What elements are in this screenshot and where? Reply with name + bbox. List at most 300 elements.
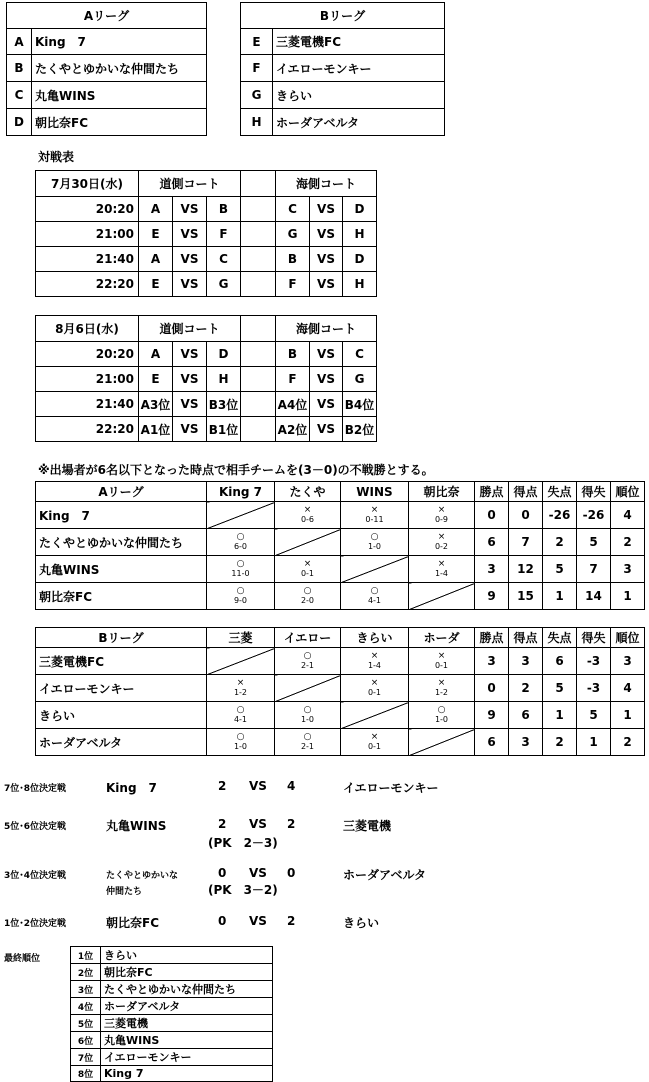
match-time: 21:00 [36, 367, 139, 392]
playoff-team-2: イエローモンキー [343, 781, 439, 795]
result-mark: × [303, 505, 312, 515]
team-name: ホーダアベルタ [273, 109, 445, 136]
final-standings-table [70, 946, 273, 1082]
team-name: きらい [36, 702, 207, 729]
result-cell [341, 729, 409, 756]
final-team: 朝比奈FC [101, 964, 273, 981]
vs-label: VS [173, 367, 207, 392]
playoff-pk: (PK 3－2) [208, 883, 278, 897]
result-cell [207, 529, 275, 556]
stat-points: 9 [475, 583, 509, 610]
match-team: C [207, 247, 241, 272]
result-mark: ○ [236, 559, 245, 569]
match-time: 20:20 [36, 342, 139, 367]
final-rank: 8位 [71, 1066, 101, 1082]
match-team: B4位 [343, 392, 377, 417]
team-name: 三菱電機FC [273, 29, 445, 55]
match-team: B2位 [343, 417, 377, 442]
match-team: C [343, 342, 377, 367]
playoff-label: 3位･4位決定戦 [4, 871, 67, 881]
result-cell [409, 648, 475, 675]
stat-goal-diff: 1 [577, 729, 611, 756]
team-name: King 7 [36, 502, 207, 529]
stat-points: 0 [475, 502, 509, 529]
match-team: F [276, 272, 310, 297]
playoff-score-1: 0 [218, 914, 227, 928]
schedule-date: 8月6日(水) [36, 316, 139, 342]
team-code: D [7, 109, 32, 136]
result-cell [409, 556, 475, 583]
match-team: A4位 [276, 392, 310, 417]
result-score: 1-0 [300, 715, 315, 724]
final-team: ホーダアベルタ [101, 998, 273, 1015]
result-mark: × [437, 505, 446, 515]
stat-goals-for: 7 [509, 529, 543, 556]
vs-label: VS [173, 392, 207, 417]
result-cell [341, 529, 409, 556]
stat-rank: 4 [611, 675, 645, 702]
table-row [36, 648, 645, 675]
result-score: 1-0 [434, 715, 449, 724]
team-name: たくやとゆかいな仲間たち [36, 529, 207, 556]
result-score: 6-0 [233, 542, 248, 551]
result-score: 0-9 [434, 515, 449, 524]
table-row [71, 998, 273, 1015]
column-header: イエロー [275, 628, 341, 648]
match-team: A3位 [139, 392, 173, 417]
playoff-score-2: 0 [287, 866, 296, 880]
result-score: 2-1 [300, 661, 315, 670]
result-mark: ○ [236, 732, 245, 742]
playoff-label: 1位･2位決定戦 [4, 919, 67, 929]
column-header: King 7 [207, 482, 275, 502]
spacer-cell [241, 417, 276, 442]
result-score: 11-0 [231, 569, 250, 578]
match-team: H [207, 367, 241, 392]
league-header: Bリーグ [36, 628, 207, 648]
results-a-table [35, 481, 645, 610]
match-team: A [139, 247, 173, 272]
team-name: 丸亀WINS [36, 556, 207, 583]
result-score: 0-1 [367, 688, 382, 697]
result-mark: × [236, 678, 245, 688]
spacer-cell [241, 392, 276, 417]
final-team: イエローモンキー [101, 1049, 273, 1066]
result-cell [207, 556, 275, 583]
result-mark: ○ [303, 732, 312, 742]
team-name: きらい [273, 82, 445, 109]
table-row [71, 947, 273, 964]
result-cell [275, 648, 341, 675]
team-name: 朝比奈FC [32, 109, 207, 136]
team-code: G [241, 82, 273, 109]
match-team: B [276, 342, 310, 367]
result-cell [207, 702, 275, 729]
result-mark: ○ [303, 651, 312, 661]
playoff-score-2: 4 [287, 779, 296, 793]
playoff-score-1: 2 [218, 779, 227, 793]
column-header: 三菱 [207, 628, 275, 648]
result-cell [341, 583, 409, 610]
match-team: A1位 [139, 417, 173, 442]
stat-points: 3 [475, 648, 509, 675]
team-name: 朝比奈FC [36, 583, 207, 610]
vs-label: VS [310, 272, 343, 297]
result-mark: ○ [236, 586, 245, 596]
result-score: 4-1 [233, 715, 248, 724]
vs-label: VS [310, 342, 343, 367]
vs-label: VS [173, 222, 207, 247]
match-time: 20:20 [36, 197, 139, 222]
team-code: F [241, 55, 273, 82]
diagonal-cell [409, 583, 475, 610]
court-1-header: 道側コート [139, 171, 241, 197]
final-rank: 5位 [71, 1015, 101, 1032]
playoff-team-1: King 7 [106, 781, 157, 795]
table-row [71, 981, 273, 998]
column-header: 順位 [611, 482, 645, 502]
result-mark: ○ [303, 586, 312, 596]
final-rank: 6位 [71, 1032, 101, 1049]
vs-label: VS [249, 779, 267, 793]
final-rank: 4位 [71, 998, 101, 1015]
stat-goals-against: 5 [543, 556, 577, 583]
table-row [36, 702, 645, 729]
results-b-table [35, 627, 645, 756]
column-header: たくや [275, 482, 341, 502]
result-cell [341, 675, 409, 702]
result-score: 9-0 [233, 596, 248, 605]
result-cell [207, 675, 275, 702]
stat-goal-diff: -3 [577, 648, 611, 675]
match-team: H [343, 222, 377, 247]
spacer-cell [241, 342, 276, 367]
league-a-title: Aリーグ [7, 3, 207, 29]
result-score: 1-0 [233, 742, 248, 751]
playoff-label: 5位･6位決定戦 [4, 822, 67, 832]
playoff-team-2: ホーダアベルタ [343, 868, 427, 882]
stat-rank: 1 [611, 702, 645, 729]
forfeit-note: ※出場者が6名以下となった時点で相手チームを(3－0)の不戦勝とする。 [38, 463, 434, 477]
result-mark: ○ [437, 705, 446, 715]
stat-goals-against: 2 [543, 529, 577, 556]
match-team: E [139, 367, 173, 392]
table-row [36, 729, 645, 756]
match-time: 22:20 [36, 417, 139, 442]
result-mark: × [437, 678, 446, 688]
final-team: 三菱電機 [101, 1015, 273, 1032]
final-team: たくやとゆかいな仲間たち [101, 981, 273, 998]
column-header: 勝点 [475, 628, 509, 648]
column-header: 得点 [509, 482, 543, 502]
stat-goals-for: 2 [509, 675, 543, 702]
playoff-team-1: 朝比奈FC [106, 916, 160, 930]
diagonal-cell [275, 675, 341, 702]
stat-goal-diff: 5 [577, 529, 611, 556]
vs-label: VS [249, 914, 267, 928]
final-rank: 3位 [71, 981, 101, 998]
column-header: 勝点 [475, 482, 509, 502]
spacer-cell [241, 197, 276, 222]
team-name: 丸亀WINS [32, 82, 207, 109]
result-cell [409, 675, 475, 702]
team-name: 三菱電機FC [36, 648, 207, 675]
column-header: 得失 [577, 482, 611, 502]
court-2-header: 海側コート [276, 316, 377, 342]
match-team: A [139, 197, 173, 222]
team-code: B [7, 55, 32, 82]
stat-goal-diff: -26 [577, 502, 611, 529]
stat-goals-against: 1 [543, 702, 577, 729]
table-row [36, 675, 645, 702]
stat-goals-against: -26 [543, 502, 577, 529]
column-header: きらい [341, 628, 409, 648]
table-row [71, 1015, 273, 1032]
playoff-pk: (PK 2－3) [208, 836, 278, 850]
stat-goals-against: 6 [543, 648, 577, 675]
vs-label: VS [310, 197, 343, 222]
schedule-label: 対戦表 [38, 150, 75, 164]
table-row [71, 1032, 273, 1049]
court-2-header: 海側コート [276, 171, 377, 197]
vs-label: VS [249, 817, 267, 831]
match-team: D [343, 197, 377, 222]
final-rank: 2位 [71, 964, 101, 981]
result-score: 1-4 [367, 661, 382, 670]
column-header: ホーダ [409, 628, 475, 648]
result-score: 1-0 [367, 542, 382, 551]
final-team: 丸亀WINS [101, 1032, 273, 1049]
result-cell [341, 502, 409, 529]
vs-label: VS [310, 367, 343, 392]
result-cell [207, 583, 275, 610]
playoff-score-1: 0 [218, 866, 227, 880]
table-row [36, 502, 645, 529]
match-time: 21:40 [36, 392, 139, 417]
result-cell [409, 502, 475, 529]
schedule-table-2 [35, 315, 377, 442]
playoff-team-2: 三菱電機 [343, 819, 392, 833]
match-team: H [343, 272, 377, 297]
result-score: 0-1 [367, 742, 382, 751]
match-team: B1位 [207, 417, 241, 442]
vs-label: VS [173, 272, 207, 297]
stat-goal-diff: -3 [577, 675, 611, 702]
stat-goal-diff: 14 [577, 583, 611, 610]
vs-label: VS [310, 222, 343, 247]
table-row [71, 964, 273, 981]
vs-label: VS [249, 866, 267, 880]
stat-goal-diff: 7 [577, 556, 611, 583]
column-header: 得失 [577, 628, 611, 648]
match-team: G [207, 272, 241, 297]
result-score: 1-2 [233, 688, 248, 697]
spacer-cell [241, 247, 276, 272]
result-mark: ○ [370, 586, 379, 596]
match-time: 21:00 [36, 222, 139, 247]
match-team: D [207, 342, 241, 367]
result-score: 0-1 [300, 569, 315, 578]
spacer-cell [241, 272, 276, 297]
spacer-cell [241, 316, 276, 342]
match-team: F [207, 222, 241, 247]
match-team: A2位 [276, 417, 310, 442]
result-score: 0-11 [365, 515, 384, 524]
final-standings-label: 最終順位 [4, 954, 41, 964]
diagonal-cell [409, 729, 475, 756]
table-row [71, 1066, 273, 1082]
diagonal-cell [341, 702, 409, 729]
result-cell [275, 502, 341, 529]
result-score: 2-0 [300, 596, 315, 605]
team-name: イエローモンキー [273, 55, 445, 82]
stat-goals-for: 3 [509, 648, 543, 675]
vs-label: VS [173, 342, 207, 367]
team-code: A [7, 29, 32, 55]
table-row [36, 556, 645, 583]
playoff-team-1: たくやとゆかいな [106, 871, 179, 881]
stat-rank: 2 [611, 529, 645, 556]
spacer-cell [241, 171, 276, 197]
diagonal-cell [275, 529, 341, 556]
column-header: 得点 [509, 628, 543, 648]
match-team: A [139, 342, 173, 367]
diagonal-cell [207, 648, 275, 675]
match-team: B [276, 247, 310, 272]
team-name: ホーダアベルタ [36, 729, 207, 756]
result-cell [409, 702, 475, 729]
vs-label: VS [173, 197, 207, 222]
table-row [36, 583, 645, 610]
result-mark: × [437, 651, 446, 661]
column-header: WINS [341, 482, 409, 502]
result-cell [275, 702, 341, 729]
result-cell [341, 648, 409, 675]
match-time: 22:20 [36, 272, 139, 297]
result-mark: × [303, 559, 312, 569]
final-rank: 7位 [71, 1049, 101, 1066]
playoff-score-1: 2 [218, 817, 227, 831]
stat-goals-for: 15 [509, 583, 543, 610]
match-team: B3位 [207, 392, 241, 417]
result-cell [409, 529, 475, 556]
result-score: 2-1 [300, 742, 315, 751]
playoff-team-1-line2: 仲間たち [106, 887, 143, 897]
result-mark: × [370, 651, 379, 661]
stat-goals-against: 5 [543, 675, 577, 702]
schedule-table-1 [35, 170, 377, 297]
final-rank: 1位 [71, 947, 101, 964]
team-name: イエローモンキー [36, 675, 207, 702]
diagonal-cell [341, 556, 409, 583]
match-time: 21:40 [36, 247, 139, 272]
schedule-date: 7月30日(水) [36, 171, 139, 197]
result-mark: × [370, 505, 379, 515]
vs-label: VS [173, 417, 207, 442]
playoff-score-2: 2 [287, 914, 296, 928]
final-team: きらい [101, 947, 273, 964]
spacer-cell [241, 367, 276, 392]
stat-points: 0 [475, 675, 509, 702]
result-cell [275, 729, 341, 756]
playoff-team-1: 丸亀WINS [106, 819, 167, 833]
stat-goals-for: 12 [509, 556, 543, 583]
stat-rank: 4 [611, 502, 645, 529]
spacer-cell [241, 222, 276, 247]
match-team: D [343, 247, 377, 272]
result-mark: × [370, 678, 379, 688]
column-header: 失点 [543, 628, 577, 648]
match-team: F [276, 367, 310, 392]
result-mark: ○ [370, 532, 379, 542]
league-b-table [240, 2, 445, 136]
team-name: King 7 [32, 29, 207, 55]
result-score: 0-1 [434, 661, 449, 670]
playoff-label: 7位･8位決定戦 [4, 784, 67, 794]
result-cell [207, 729, 275, 756]
league-a-table [6, 2, 207, 136]
match-team: E [139, 272, 173, 297]
stat-points: 9 [475, 702, 509, 729]
table-row [36, 529, 645, 556]
match-team: G [276, 222, 310, 247]
result-mark: × [370, 732, 379, 742]
team-code: C [7, 82, 32, 109]
match-team: E [139, 222, 173, 247]
vs-label: VS [310, 392, 343, 417]
result-mark: ○ [236, 532, 245, 542]
vs-label: VS [310, 247, 343, 272]
result-mark: × [437, 532, 446, 542]
stat-goals-for: 0 [509, 502, 543, 529]
table-row [71, 1049, 273, 1066]
result-mark: ○ [236, 705, 245, 715]
result-score: 0-2 [434, 542, 449, 551]
stat-goals-against: 1 [543, 583, 577, 610]
stat-rank: 3 [611, 556, 645, 583]
result-cell [275, 556, 341, 583]
stat-goals-for: 6 [509, 702, 543, 729]
stat-rank: 3 [611, 648, 645, 675]
result-mark: ○ [303, 705, 312, 715]
league-header: Aリーグ [36, 482, 207, 502]
column-header: 朝比奈 [409, 482, 475, 502]
playoff-team-2: きらい [343, 916, 380, 930]
stat-goals-for: 3 [509, 729, 543, 756]
stat-goal-diff: 5 [577, 702, 611, 729]
stat-points: 3 [475, 556, 509, 583]
result-score: 1-2 [434, 688, 449, 697]
stat-points: 6 [475, 729, 509, 756]
team-code: H [241, 109, 273, 136]
match-team: C [276, 197, 310, 222]
league-b-title: Bリーグ [241, 3, 445, 29]
vs-label: VS [173, 247, 207, 272]
court-1-header: 道側コート [139, 316, 241, 342]
match-team: G [343, 367, 377, 392]
stat-goals-against: 2 [543, 729, 577, 756]
stat-rank: 1 [611, 583, 645, 610]
team-code: E [241, 29, 273, 55]
playoff-score-2: 2 [287, 817, 296, 831]
final-team: King 7 [101, 1066, 273, 1082]
diagonal-cell [207, 502, 275, 529]
column-header: 失点 [543, 482, 577, 502]
result-score: 1-4 [434, 569, 449, 578]
result-score: 0-6 [300, 515, 315, 524]
match-team: B [207, 197, 241, 222]
team-name: たくやとゆかいな仲間たち [32, 55, 207, 82]
